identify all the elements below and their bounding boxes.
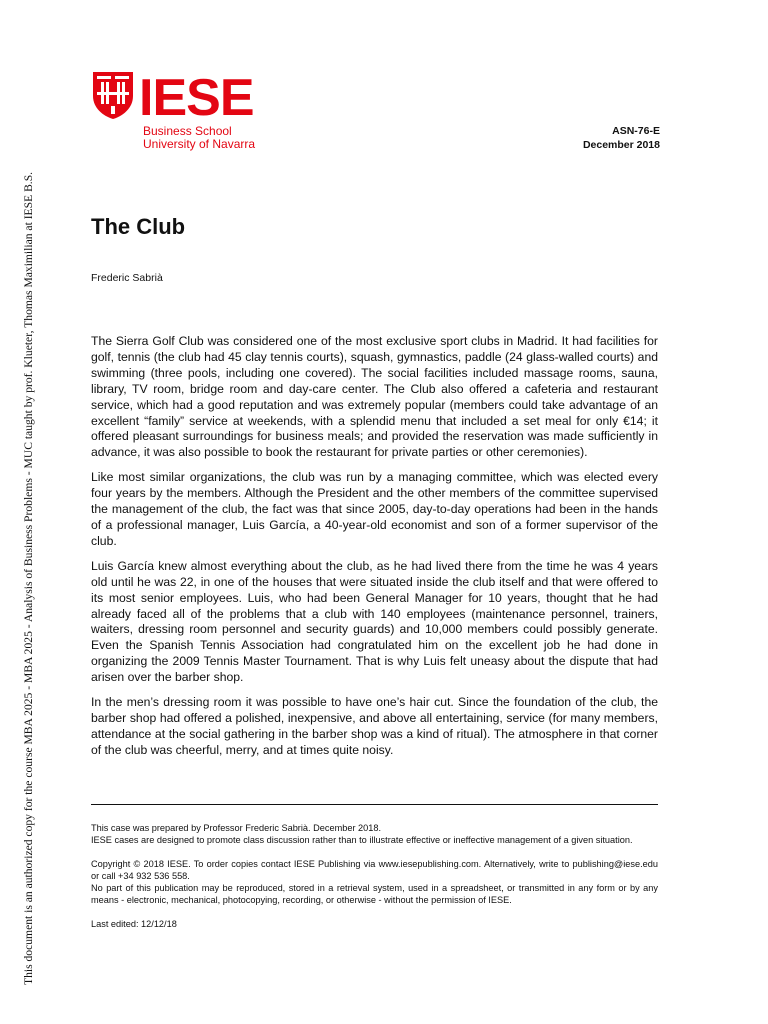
- case-date: December 2018: [582, 139, 660, 151]
- footnote-copyright: Copyright © 2018 IESE. To order copies contact IESE Publishing via www.iesepublishing.com. Alternatively, write to publishing@iese.edu or call +34 932 536 558.: [91, 859, 658, 881]
- logo-subtitle-school: Business School: [143, 124, 232, 138]
- paragraph: Like most similar organizations, the club was run by a managing committee, which was elected every four years by the members. Although the President and the other members of the committee supervised the management of the club, the fact was that since 2005, day-to-day operations had been in the hands of a professional manager, Luis García, a 40-year-old economist and son of a former supervisor of the club.: [91, 470, 658, 548]
- case-body: [91, 334, 658, 768]
- footnote-prepared: This case was prepared by Professor Frederic Sabrià. December 2018.: [91, 823, 382, 833]
- case-reference: [583, 124, 660, 152]
- logo-brand: IESE: [139, 69, 254, 127]
- paragraph: The Sierra Golf Club was considered one of the most exclusive sport clubs in Madrid. It had facilities for golf, tennis (the club had 45 clay tennis courts), squash, gymnastics, paddle (24 glass-walled courts) and swimming (three pools, including one covered). The social facilities included massage rooms, sauna, library, TV room, bridge room and day-care center. The Club also offered a cafeteria and restaurant service, which had a good reputation and was extremely popular (members could take advantage of an excellent “family” service at weekends, with a splendid menu that included a set meal for only €14; it offered pleasant surroundings for business meals; and provided the reservation was made sufficiently in advance, it was also possible to book the restaurant for private parties or other ceremonies).: [91, 334, 658, 460]
- document-title: The Club: [91, 214, 186, 239]
- footnote-rights: No part of this publication may be reproduced, stored in a retrieval system, used in a spreadsheet, or transmitted in any form or by any means - electronic, mechanical, photocopying, recording, or otherwise - without the permission of IESE.: [91, 883, 658, 905]
- paragraph: In the men’s dressing room it was possible to have one’s hair cut. Since the foundation of the club, the barber shop had offered a polished, inexpensive, and above all entertaining, service (for many members, attendance at the social gathering in the barber shop was a kind of ritual). The atmosphere in that corner of the club was cheerful, merry, and at times quite noisy.: [91, 695, 658, 757]
- iese-shield-icon: [91, 70, 135, 120]
- footnote-divider: [91, 804, 658, 805]
- paragraph: Luis García knew almost everything about the club, as he had lived there from the time he was 4 years old until he was 22, in one of the houses that were situated inside the club itself and that were offered to its most senior employees. Luis, who had been General Manager for 10 years, thought that he had already faced all of the problems that a club with 140 employees (maintenance personnel, trainers, waiters, dressing room personnel and security guards) and 10,000 members could possibly generate. Even the Spanish Tennis Association had congratulated him on the excellent job he had done in organizing the 2009 Tennis Master Tournament. That is why Luis felt uneasy about the dispute that had arisen over the barber shop.: [91, 558, 658, 685]
- author-name: Frederic Sabrià: [91, 272, 163, 284]
- footnote-purpose: IESE cases are designed to promote class discussion rather than to illustrate effective or ineffective management of a given situation.: [91, 835, 633, 845]
- authorized-copy-watermark: This document is an authorized copy for the course MBA 2025 - MBA 2025 - Analysis of Business Problems - MUC taught by prof. Klueter, Thomas Maximilian at IESE B.S.: [22, 171, 35, 985]
- logo-subtitle-university: University of Navarra: [143, 137, 256, 151]
- footnotes: [91, 822, 658, 930]
- iese-logo: [91, 70, 261, 152]
- case-code: ASN-76-E: [612, 125, 660, 137]
- footnote-last-edited: Last edited: 12/12/18: [91, 919, 177, 929]
